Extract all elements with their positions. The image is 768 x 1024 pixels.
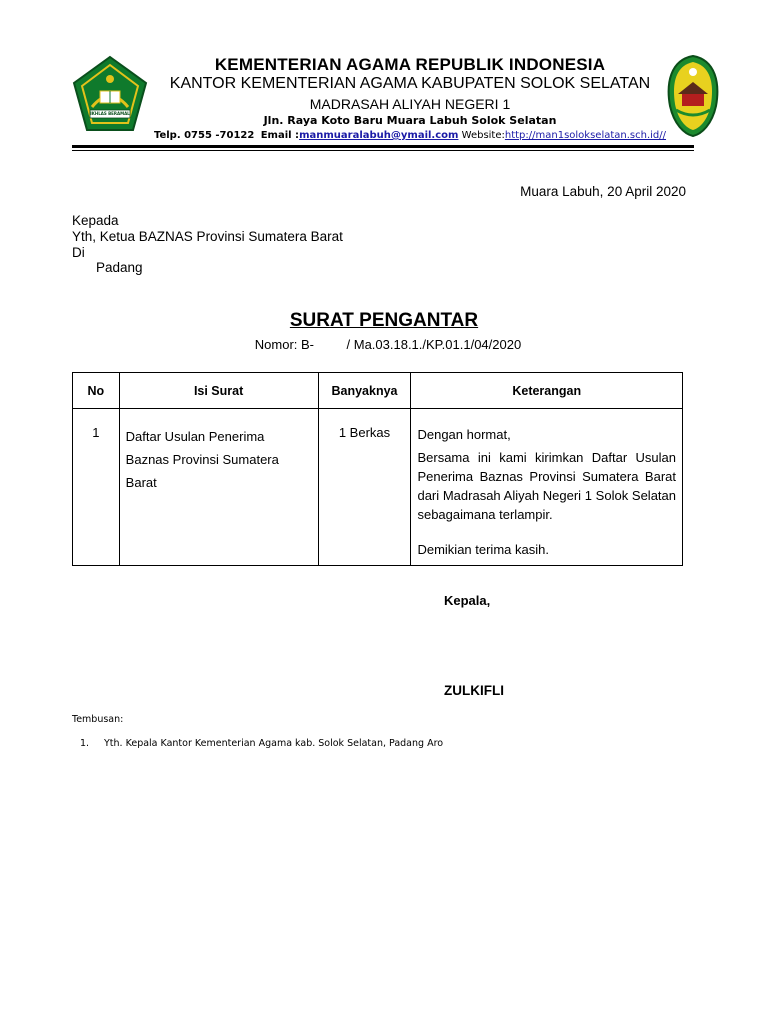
col-isi-surat: Isi Surat	[119, 373, 318, 409]
city: Padang	[96, 260, 143, 275]
school-name: MADRASAH ALIYAH NEGERI 1	[309, 96, 511, 112]
ket-greeting: Dengan hormat,	[417, 427, 511, 442]
letter-title: SURAT PENGANTAR	[289, 310, 479, 331]
ministry-name: KEMENTERIAN AGAMA REPUBLIK INDONESIA	[214, 55, 606, 74]
email-link[interactable]: manmuaralabuh@ymail.com	[299, 130, 459, 141]
cc-item-text: Yth. Kepala Kantor Kementerian Agama kab. Solok Selatan, Padang Aro	[104, 738, 444, 749]
recipient: Yth, Ketua BAZNAS Provinsi Sumatera Barat	[72, 229, 343, 244]
col-no: No	[73, 373, 120, 409]
school-address: Jln. Raya Koto Baru Muara Labuh Solok Selatan	[263, 114, 557, 127]
isi-line-3: Barat	[125, 475, 157, 490]
website-link[interactable]: http://man1solokselatan.sch.id//	[504, 130, 667, 141]
col-keterangan: Keterangan	[411, 373, 683, 409]
isi-line-1: Daftar Usulan Penerima	[125, 429, 265, 444]
signature-role: Kepala,	[444, 593, 491, 608]
place-date: Muara Labuh, 20 April 2020	[520, 184, 686, 199]
row-no: 1	[73, 409, 120, 566]
di-label: Di	[72, 245, 85, 260]
cc-label: Tembusan:	[72, 714, 124, 725]
row-isi	[119, 409, 318, 566]
contact-line	[150, 130, 670, 141]
ket-closing: Demikian terima kasih.	[417, 542, 549, 557]
phone: Telp. 0755 -70122	[153, 130, 255, 141]
ket-body: Bersama ini kami kirimkan Daftar Usulan Penerima Baznas Provinsi Sumatera Barat dari Madrasah Aliyah Negeri 1 Solok Selatan sebagaimana terlampir.	[417, 450, 676, 522]
office-name: KANTOR KEMENTERIAN AGAMA KABUPATEN SOLOK SELATAN	[169, 75, 651, 92]
letter-number: Nomor: B- / Ma.03.18.1./KP.01.1/04/2020	[254, 337, 522, 352]
regency-emblem	[664, 54, 722, 138]
signature-name: ZULKIFLI	[444, 683, 504, 698]
logo-ribbon-text: IKHLAS BERAMAL	[90, 111, 130, 116]
cc-item-num: 1.	[80, 738, 90, 749]
to-label: Kepada	[72, 213, 119, 228]
table-row	[73, 409, 683, 566]
header-rule-thick	[72, 145, 694, 148]
isi-line-2: Baznas Provinsi Sumatera	[125, 452, 279, 467]
table-header-row	[73, 373, 683, 409]
website-label: Website:	[461, 130, 505, 141]
col-banyaknya: Banyaknya	[318, 373, 411, 409]
header-rule-thin	[72, 150, 694, 151]
ministry-logo	[70, 55, 150, 135]
row-keterangan	[411, 409, 683, 566]
row-banyaknya: 1 Berkas	[318, 409, 411, 566]
email-label: Email :	[260, 130, 300, 141]
letter-table	[72, 372, 683, 566]
